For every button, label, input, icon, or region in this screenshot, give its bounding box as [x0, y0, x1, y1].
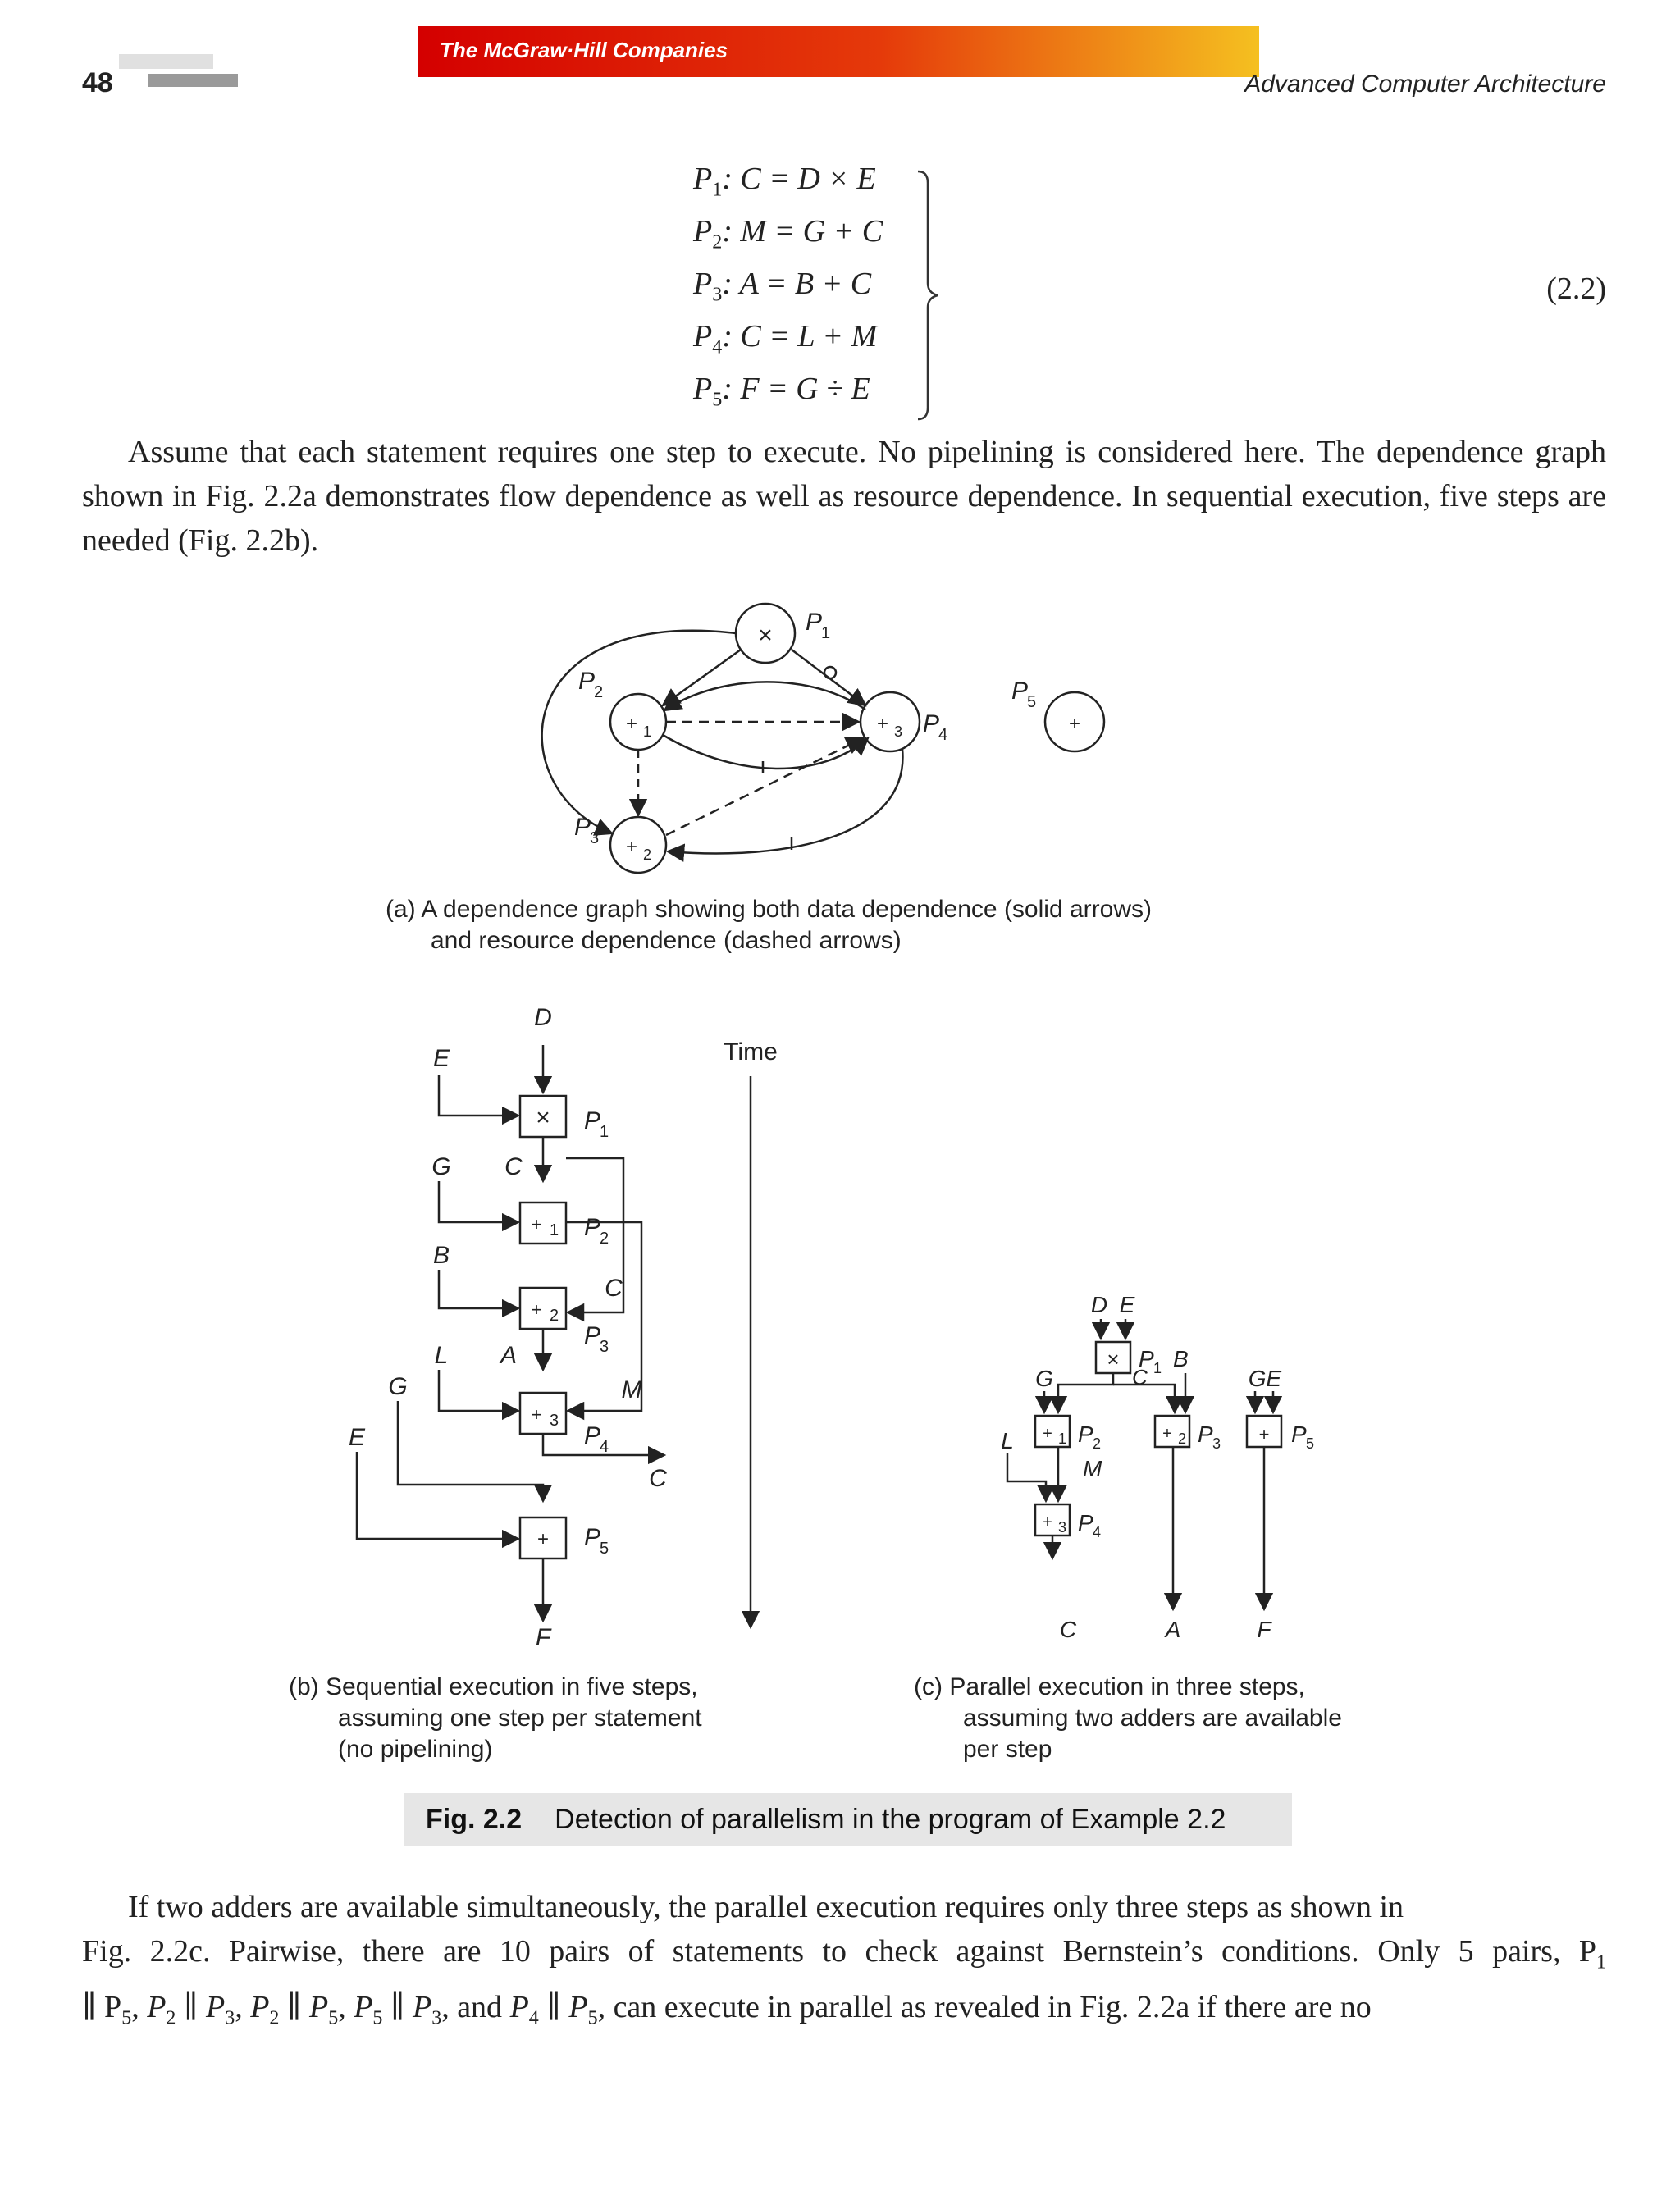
- equation-number: (2.2): [1546, 272, 1606, 306]
- svg-text:1: 1: [600, 1123, 609, 1141]
- svg-text:4: 4: [938, 726, 948, 744]
- node-label: P: [574, 814, 591, 841]
- publisher-banner: [418, 26, 1259, 77]
- parallel-execution-labels: [914, 1292, 1342, 1763]
- node-p4: [861, 692, 920, 751]
- edge-p4-p2-upper: [664, 682, 865, 710]
- input-label: E: [1266, 1366, 1282, 1391]
- node-op-sub: 3: [894, 723, 903, 740]
- box-op: ×: [536, 1104, 550, 1131]
- input-label: E: [1119, 1292, 1135, 1317]
- eq-label: P: [693, 162, 713, 196]
- paragraph-text: can execute in parallel as revealed in Fig. 2.2a if there are no: [613, 1989, 1372, 2024]
- box-p3: [520, 1288, 566, 1329]
- svg-text:1: 1: [1153, 1360, 1162, 1376]
- equation-brace: [915, 168, 947, 422]
- svg-text:+: +: [1043, 1425, 1052, 1443]
- svg-text:P: P: [584, 1422, 601, 1449]
- eq-label: P: [693, 319, 713, 354]
- header-decor-bar: [148, 74, 238, 87]
- input-label: E: [348, 1424, 366, 1451]
- box-op-sub: 2: [550, 1307, 559, 1325]
- svg-text:P: P: [1139, 1346, 1154, 1371]
- svg-text:P: P: [1078, 1422, 1093, 1447]
- input-label: G: [1035, 1366, 1053, 1391]
- eq-label: P: [693, 372, 713, 406]
- input-label: B: [432, 1242, 450, 1269]
- figure-c-caption: per step: [963, 1736, 1052, 1763]
- node-op: +: [625, 713, 638, 735]
- input-label: B: [1173, 1346, 1189, 1371]
- box-op: +: [531, 1404, 542, 1425]
- figure-label: Fig. 2.2: [426, 1804, 523, 1835]
- box-op-sub: 1: [550, 1221, 559, 1239]
- node-op-sub: 1: [643, 723, 652, 740]
- node-op: +: [625, 836, 638, 858]
- eq-sub: 2: [712, 231, 723, 253]
- equation-line: [693, 213, 883, 254]
- paragraph: [82, 430, 1606, 563]
- paragraph-text: If two adders are available simultaneously, the parallel execution requires only three steps as shown in: [128, 1890, 1404, 1924]
- sequential-execution-labels: [289, 1004, 778, 1763]
- equation-line: [693, 266, 871, 307]
- figure-caption-text: Detection of parallelism in the program of Example 2.2: [555, 1804, 1226, 1835]
- svg-text:P: P: [584, 1322, 601, 1349]
- input-label: L: [434, 1342, 449, 1369]
- eq-sub: 1: [712, 179, 723, 201]
- resource-edge-p3-p4: [666, 738, 863, 835]
- book-title: Advanced Computer Architecture: [1244, 71, 1606, 98]
- node-op-sub: 2: [643, 847, 652, 863]
- box-op: +: [536, 1528, 550, 1550]
- figure-2-2: [0, 574, 1680, 1788]
- svg-text:×: ×: [1107, 1347, 1120, 1371]
- svg-text:5: 5: [1027, 693, 1037, 711]
- svg-text:P: P: [584, 1107, 601, 1134]
- paragraph-line: ∥ $P_5$, $P_2$ ∥ $P_3$, $P_2$ ∥ $P_5$, $P_5$ ∥ $P_3$, and $P_4$ ∥ $P_5$, can execute in parallel as revealed in Fig. 2.2a if there are no: [82, 1989, 1372, 2029]
- edge-p1-p2: [663, 650, 741, 705]
- sequential-execution: [357, 1045, 751, 1627]
- edge-mark: [824, 667, 836, 678]
- input-label: M: [621, 1376, 642, 1403]
- figure-b-caption: assuming one step per statement: [338, 1704, 702, 1732]
- paragraph-text: ∥ P: [82, 1989, 122, 2024]
- node-label: P: [1011, 678, 1029, 705]
- svg-text:+: +: [1162, 1425, 1172, 1443]
- eq-body: : M = G + C: [722, 214, 883, 249]
- box-op: +: [531, 1299, 542, 1320]
- paragraph: [82, 1885, 1606, 2040]
- svg-text:2: 2: [600, 1230, 609, 1248]
- box-op: +: [531, 1214, 542, 1234]
- input-label: C: [1132, 1365, 1148, 1390]
- node-label: P: [578, 668, 596, 695]
- svg-text:+: +: [1258, 1424, 1270, 1444]
- eq-sub: 3: [712, 284, 723, 306]
- svg-text:4: 4: [600, 1438, 609, 1456]
- figure-b-caption: (no pipelining): [338, 1736, 493, 1763]
- dependence-graph: [542, 604, 1104, 873]
- page-number: 48: [82, 67, 113, 98]
- equation-line: [693, 161, 876, 202]
- input-label: G: [431, 1153, 451, 1180]
- svg-text:P: P: [1078, 1510, 1093, 1536]
- paragraph-line: Fig. 2.2c. Pairwise, there are 10 pairs of statements to check against Bernstein’s conditions. Only 5 pairs, $P_1$: [82, 1934, 1606, 1974]
- figure-a-caption: (a) A dependence graph showing both data dependence (solid arrows): [386, 896, 1152, 923]
- svg-text:1: 1: [1058, 1431, 1067, 1447]
- input-label: C: [504, 1153, 523, 1180]
- input-label: G: [388, 1373, 408, 1400]
- node-label: P: [923, 710, 940, 737]
- input-label: A: [500, 1342, 518, 1369]
- eq-sub: 4: [712, 336, 723, 358]
- output-label: A: [1165, 1617, 1181, 1642]
- svg-text:2: 2: [594, 683, 604, 701]
- input-label: M: [1083, 1456, 1102, 1481]
- paragraph-text: Fig. 2.2c. Pairwise, there are 10 pairs of statements to check against Bernstein’s conditions. Only 5 pairs, P: [82, 1934, 1596, 1969]
- figure-caption: [404, 1793, 1292, 1846]
- edge-p1-p3: [542, 631, 736, 833]
- node-op: +: [1068, 713, 1081, 735]
- input-label: D: [1090, 1292, 1108, 1317]
- eq-body: : C = L + M: [722, 319, 878, 354]
- input-label: E: [432, 1045, 450, 1072]
- node-op: +: [876, 713, 889, 735]
- edge-p4-p3: [668, 749, 902, 853]
- svg-text:3: 3: [1212, 1435, 1221, 1452]
- svg-text:3: 3: [1058, 1519, 1067, 1536]
- eq-sub: 5: [712, 389, 723, 411]
- node-p3: [610, 817, 666, 873]
- input-label: L: [1001, 1428, 1014, 1453]
- input-label: C: [605, 1275, 623, 1302]
- output-label: F: [1257, 1617, 1271, 1642]
- node-op: ×: [758, 622, 773, 649]
- equation-line: [693, 371, 870, 412]
- figure-c-caption: assuming two adders are available: [963, 1704, 1342, 1732]
- eq-label: P: [693, 214, 713, 249]
- svg-text:5: 5: [1306, 1435, 1315, 1452]
- svg-text:+: +: [1043, 1513, 1052, 1531]
- svg-text:3: 3: [600, 1338, 609, 1356]
- time-label: Time: [724, 1038, 778, 1066]
- svg-text:P: P: [1291, 1422, 1307, 1447]
- node-p2: [610, 694, 666, 750]
- box-p2: [520, 1202, 566, 1244]
- eq-body: : C = D × E: [722, 162, 876, 196]
- svg-text:GE: [1249, 1366, 1282, 1391]
- box-op-sub: 3: [550, 1412, 559, 1430]
- eq-body: : F = G ÷ E: [722, 372, 870, 406]
- svg-text:1: 1: [821, 624, 831, 642]
- paragraph-text: Assume that each statement requires one step to execute. No pipelining is considered here. The dependence graph shown in Fig. 2.2a demonstrates flow dependence as well as resource dependence. In sequential execution, five steps are needed (Fig. 2.2b).: [82, 435, 1606, 558]
- svg-text:2: 2: [1093, 1435, 1102, 1452]
- output-label: C: [1059, 1617, 1077, 1642]
- output-label: C: [649, 1465, 667, 1492]
- figure-a-caption: and resource dependence (dashed arrows): [431, 927, 902, 954]
- svg-text:P: P: [1198, 1422, 1213, 1447]
- box-p4: [520, 1393, 566, 1434]
- output-label: F: [535, 1624, 551, 1651]
- svg-text:2: 2: [1178, 1431, 1187, 1447]
- input-label: D: [534, 1004, 552, 1031]
- dependence-graph-labels: [386, 609, 1152, 954]
- eq-label: P: [693, 267, 713, 301]
- node-label: P: [806, 609, 823, 636]
- svg-text:4: 4: [1093, 1524, 1102, 1540]
- svg-text:5: 5: [600, 1540, 609, 1558]
- eq-body: : A = B + C: [722, 267, 872, 301]
- svg-text:P: P: [584, 1524, 601, 1551]
- figure-c-caption: (c) Parallel execution in three steps,: [914, 1673, 1305, 1700]
- svg-text:3: 3: [590, 829, 600, 847]
- figure-b-caption: (b) Sequential execution in five steps,: [289, 1673, 698, 1700]
- input-label: G: [1248, 1366, 1267, 1391]
- svg-text:P: P: [584, 1214, 601, 1241]
- equation-line: [693, 318, 877, 359]
- publisher-name: The McGraw·Hill Companies: [440, 38, 728, 62]
- header-decor-bar: [119, 54, 213, 69]
